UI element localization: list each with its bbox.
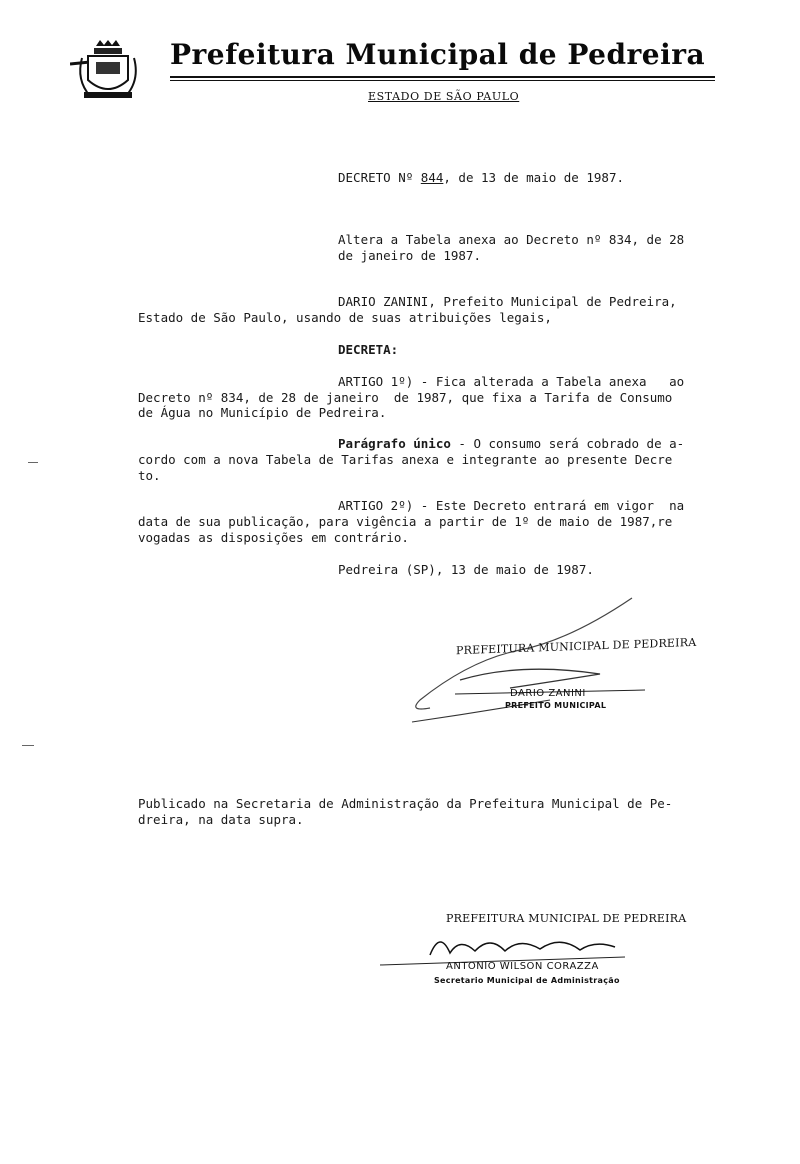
signature-2-stamp: PREFEITURA MUNICIPAL DE PEDREIRA: [446, 912, 687, 925]
article-1-line: de Água no Município de Pedreira.: [138, 405, 387, 420]
decree-heading: [338, 170, 624, 186]
preamble-text: , Prefeito Municipal de Pedreira,: [428, 294, 677, 309]
mayor-name: DARIO ZANINI: [338, 294, 429, 309]
paragraph-line: [338, 436, 684, 452]
article-1-line: Decreto nº 834, de 28 de janeiro de 1987, que fixa a Tarifa de Consumo: [138, 390, 673, 405]
header-rule: [170, 76, 715, 78]
paragraph-line: to.: [138, 468, 161, 483]
decreta-heading: DECRETA:: [338, 342, 399, 357]
article-2-line: [338, 498, 684, 514]
article-1-text: - Fica alterada a Tabela anexa ao: [413, 374, 685, 389]
article-1-label: ARTIGO 1º): [338, 374, 414, 389]
signature-1-stamp: PREFEITURA MUNICIPAL DE PEDREIRA: [456, 635, 697, 658]
paragraph-text: - O consumo será cobrado de a-: [450, 436, 685, 451]
header-rule-thin: [170, 80, 715, 81]
state-subtitle: ESTADO DE SÃO PAULO: [368, 90, 520, 103]
margin-mark: [22, 745, 34, 746]
decree-number: 844: [420, 170, 444, 185]
paragraph-label: Parágrafo único: [338, 436, 451, 451]
municipal-coat-of-arms-icon: [70, 40, 170, 104]
article-2-text: - Este Decreto entrará em vigor na: [413, 498, 685, 513]
preamble-line: Estado de São Paulo, usando de suas atribuições legais,: [138, 310, 552, 325]
signature-1-name: DARIO ZANINI: [510, 688, 586, 699]
article-2-line: vogadas as disposições em contrário.: [138, 530, 409, 545]
decree-summary-line: Altera a Tabela anexa ao Decreto nº 834, de 28: [338, 232, 685, 247]
signature-2-role: Secretario Municipal de Administração: [434, 976, 620, 985]
publication-line: Publicado na Secretaria de Administração da Prefeitura Municipal de Pe-: [138, 796, 673, 811]
signature-1-role: PREFEITO MUNICIPAL: [505, 701, 607, 710]
place-date: Pedreira (SP), 13 de maio de 1987.: [338, 562, 594, 577]
article-2-line: data de sua publicação, para vigência a partir de 1º de maio de 1987,re: [138, 514, 673, 529]
signature-2-name: ANTONIO WILSON CORAZZA: [446, 961, 599, 972]
decree-date: , de 13 de maio de 1987.: [443, 170, 624, 185]
margin-mark: [28, 462, 38, 463]
article-1-line: [338, 374, 684, 390]
page-title: Prefeitura Municipal de Pedreira: [170, 38, 706, 71]
paragraph-line: cordo com a nova Tabela de Tarifas anexa e integrante ao presente Decre: [138, 452, 673, 467]
article-2-label: ARTIGO 2º): [338, 498, 414, 513]
preamble-line: [338, 294, 677, 310]
decree-number-prefix: DECRETO Nº: [338, 170, 421, 185]
decree-summary-line: de janeiro de 1987.: [338, 248, 481, 263]
publication-line: dreira, na data supra.: [138, 812, 304, 827]
